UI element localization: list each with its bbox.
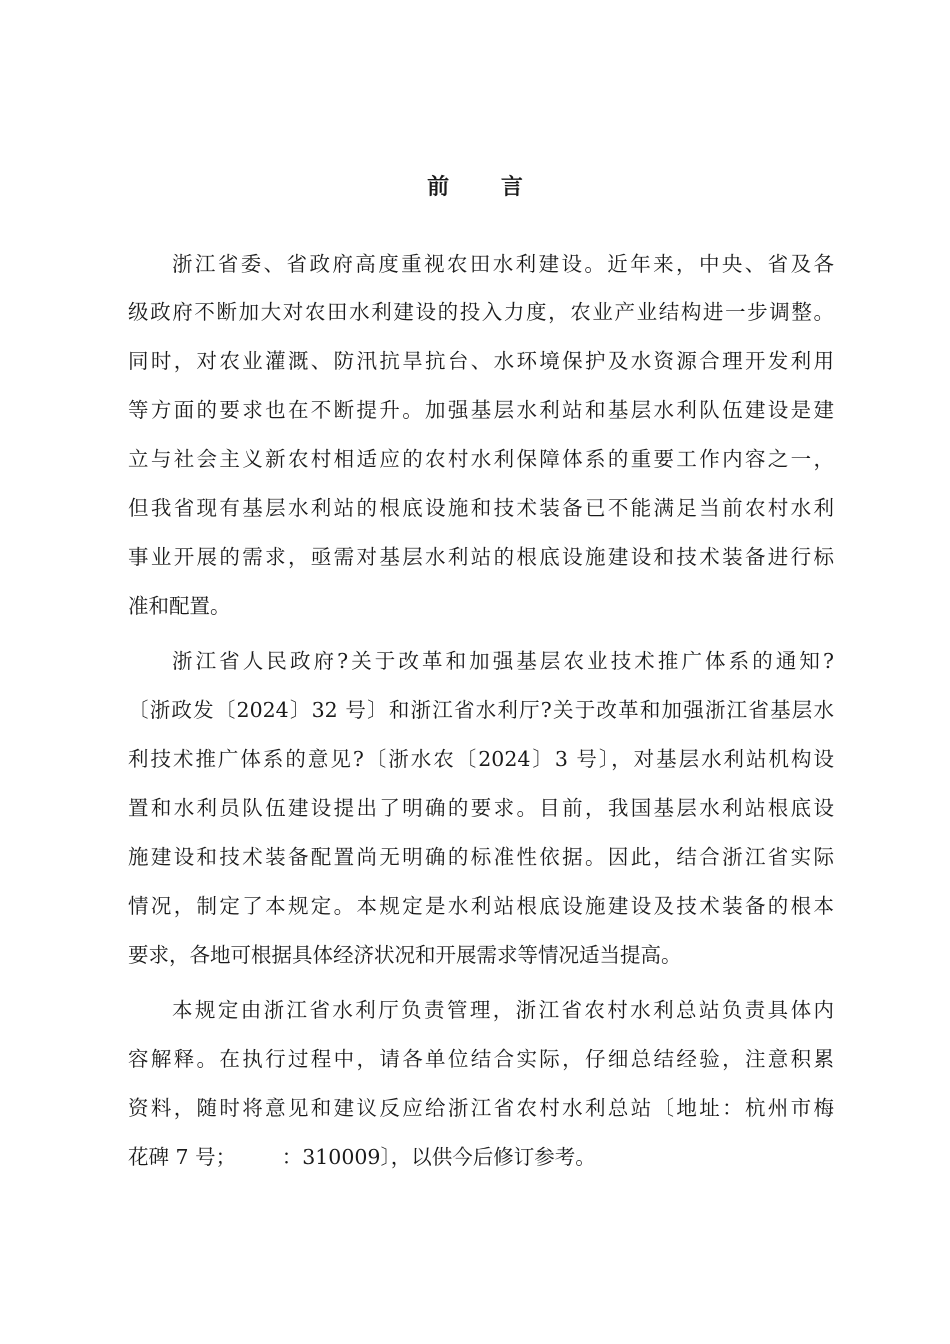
paragraph-3-line-2: 容解释。在执行过程中，请各单位结合实际，仔细总结经验，注意积累 <box>128 1047 834 1071</box>
page-title: 前 言 <box>427 174 545 200</box>
paragraph-2-line-1: 浙江省人民政府?关于改革和加强基层农业技术推广体系的通知? <box>172 649 834 673</box>
paragraph-1-line-7: 事业开展的需求，亟需对基层水利站的根底设施建设和技术装备进行标 <box>128 545 834 569</box>
paragraph-1-line-1: 浙江省委、省政府高度重视农田水利建设。近年来，中央、省及各 <box>172 252 834 276</box>
paragraph-3-line-1: 本规定由浙江省水利厅负责管理，浙江省农村水利总站负责具体内 <box>172 998 834 1022</box>
paragraph-1-line-6: 但我省现有基层水利站的根底设施和技术装备已不能满足当前农村水利 <box>128 496 834 520</box>
paragraph-3-line-3: 资料，随时将意见和建议反应给浙江省农村水利总站〔地址：杭州市梅 <box>128 1096 834 1120</box>
paragraph-2-line-2: 〔浙政发〔2024〕32 号〕和浙江省水利厅?关于改革和加强浙江省基层水 <box>128 698 834 722</box>
paragraph-1-line-8: 准和配置。 <box>128 594 231 618</box>
paragraph-2-line-6: 情况，制定了本规定。本规定是水利站根底设施建设及技术装备的根本 <box>128 894 834 918</box>
paragraph-3-line-4: 花碑 7 号； ：310009〕，以供今后修订参考。 <box>128 1145 596 1169</box>
paragraph-2-line-7: 要求，各地可根据具体经济状况和开展需求等情况适当提高。 <box>128 943 682 967</box>
paragraph-2-line-4: 置和水利员队伍建设提出了明确的要求。目前，我国基层水利站根底设 <box>128 796 834 820</box>
paragraph-1-line-2: 级政府不断加大对农田水利建设的投入力度，农业产业结构进一步调整。 <box>128 300 834 324</box>
paragraph-1-line-4: 等方面的要求也在不断提升。加强基层水利站和基层水利队伍建设是建 <box>128 398 834 422</box>
paragraph-1-line-5: 立与社会主义新农村相适应的农村水利保障体系的重要工作内容之一， <box>128 447 834 471</box>
paragraph-2-line-3: 利技术推广体系的意见?〔浙水农〔2024〕3 号〕，对基层水利站机构设 <box>128 747 834 771</box>
paragraph-1-line-3: 同时，对农业灌溉、防汛抗旱抗台、水环境保护及水资源合理开发利用 <box>128 349 834 373</box>
paragraph-2-line-5: 施建设和技术装备配置尚无明确的标准性依据。因此，结合浙江省实际 <box>128 845 834 869</box>
